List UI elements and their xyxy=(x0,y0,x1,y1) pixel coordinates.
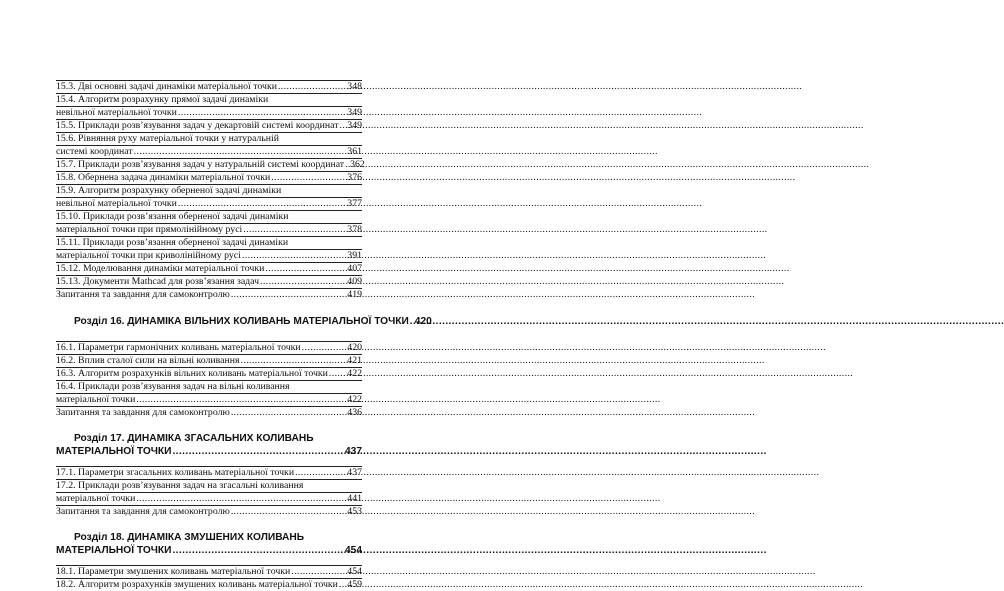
table-of-contents xyxy=(56,80,432,591)
toc-entry-continuation[interactable] xyxy=(56,197,362,210)
toc-entry-title: Запитання та завдання для самоконтролю xyxy=(56,506,230,517)
toc-entry-title: 15.4. Алгоритм розрахунку прямої задачі динаміки xyxy=(56,94,269,105)
toc-entry-title: 15.3. Дві основні задачі динаміки матеріальної точки xyxy=(56,81,277,92)
toc-entry[interactable] xyxy=(56,275,362,288)
toc-section-heading[interactable] xyxy=(56,314,432,328)
toc-entry-title-cont: матеріальної точки при прямолінійному русі xyxy=(56,224,243,235)
toc-dot-leader xyxy=(136,394,346,406)
toc-page-number: 459 xyxy=(347,579,362,590)
toc-dot-leader xyxy=(178,198,346,210)
spacer xyxy=(56,557,362,565)
toc-page-number: 454 xyxy=(345,545,362,556)
spacer xyxy=(56,518,362,531)
toc-entry[interactable] xyxy=(56,354,362,367)
toc-entry[interactable] xyxy=(56,406,362,419)
toc-entry-title: 16.2. Вплив сталої сили на вільні коливання xyxy=(56,355,240,366)
toc-entry-continuation[interactable] xyxy=(56,393,362,406)
toc-entry[interactable] xyxy=(56,341,362,354)
section-title: Розділ 18. ДИНАМІКА ЗМУШЕНИХ КОЛИВАНЬ xyxy=(74,532,305,543)
toc-entry[interactable] xyxy=(56,184,362,197)
section-title-cont: МАТЕРІАЛЬНОЇ ТОЧКИ xyxy=(56,446,172,457)
toc-entry[interactable] xyxy=(56,367,362,380)
toc-page-number: 422 xyxy=(347,394,362,405)
toc-dot-leader xyxy=(243,224,346,236)
spacer xyxy=(56,458,362,466)
toc-entry[interactable] xyxy=(56,132,362,145)
toc-dot-leader xyxy=(231,506,346,518)
toc-entry-title: 15.11. Приклади розв’язання оберненої задачі динаміки xyxy=(56,237,289,248)
toc-entry-continuation[interactable] xyxy=(56,492,362,505)
toc-section-heading[interactable] xyxy=(56,432,362,458)
toc-page-number: 437 xyxy=(345,446,362,457)
toc-page-number: 349 xyxy=(347,120,362,131)
toc-page-number: 409 xyxy=(347,276,362,287)
toc-entry[interactable] xyxy=(56,505,362,518)
toc-entry-title: Запитання та завдання для самоконтролю xyxy=(56,407,230,418)
toc-entry[interactable] xyxy=(56,210,362,223)
toc-entry-continuation[interactable] xyxy=(56,223,362,236)
toc-entry[interactable] xyxy=(56,93,362,106)
toc-entry-title: 18.2. Алгоритм розрахунків змушених коливань матеріальної точки xyxy=(56,579,338,590)
toc-entry-title: 18.1. Параметри змушених коливань матеріальної точки xyxy=(56,566,291,577)
toc-page-number: 349 xyxy=(347,107,362,118)
toc-dot-leader xyxy=(172,544,344,557)
toc-dot-leader xyxy=(265,263,346,275)
toc-dot-leader xyxy=(231,407,346,419)
toc-page-number: 422 xyxy=(347,368,362,379)
toc-entry-title: 16.4. Приклади розв’язування задач на вільні коливання xyxy=(56,381,290,392)
section-title: Розділ 17. ДИНАМІКА ЗГАСАЛЬНИХ КОЛИВАНЬ xyxy=(74,433,314,444)
toc-dot-leader xyxy=(295,467,346,479)
toc-page-number: 376 xyxy=(347,172,362,183)
toc-page-number: 437 xyxy=(347,467,362,478)
toc-dot-leader xyxy=(241,355,347,367)
toc-entry[interactable] xyxy=(56,380,362,393)
section-title: Розділ 16. ДИНАМІКА ВІЛЬНИХ КОЛИВАНЬ МАТЕРІАЛЬНОЇ ТОЧКИ xyxy=(74,316,409,327)
toc-entry[interactable] xyxy=(56,578,362,591)
toc-page-number: 453 xyxy=(347,506,362,517)
toc-entry[interactable] xyxy=(56,288,362,301)
toc-section-heading[interactable] xyxy=(56,531,362,557)
toc-entry-title: 16.3. Алгоритм розрахунків вільних коливань матеріальної точки xyxy=(56,368,328,379)
toc-dot-leader xyxy=(340,120,347,132)
toc-page xyxy=(0,0,432,590)
toc-entry[interactable] xyxy=(56,479,362,492)
toc-entry-continuation[interactable] xyxy=(56,249,362,262)
toc-entry-title-cont: невільної матеріальної точки xyxy=(56,107,177,118)
toc-entry-title-cont: матеріальної точки при криволінійному русі xyxy=(56,250,241,261)
toc-entry-title: 15.12. Моделювання динаміки матеріальної точки xyxy=(56,263,265,274)
toc-dot-leader xyxy=(260,276,346,288)
toc-dot-leader xyxy=(410,315,414,328)
toc-entry-title: 17.1. Параметри згасальних коливань матеріальної точки xyxy=(56,467,295,478)
toc-entry-title-cont: матеріальної точки xyxy=(56,394,136,405)
toc-dot-leader xyxy=(271,172,346,184)
toc-entry[interactable] xyxy=(56,466,362,479)
toc-entry-title-cont: системі координат xyxy=(56,146,133,157)
toc-dot-leader xyxy=(278,81,346,93)
section-title-line2 xyxy=(56,544,362,557)
toc-dot-leader xyxy=(302,342,347,354)
toc-entry-title: 16.1. Параметри гармонічних коливань матеріальної точки xyxy=(56,342,301,353)
toc-entry-continuation[interactable] xyxy=(56,145,362,158)
toc-page-number: 378 xyxy=(347,224,362,235)
section-title-line2 xyxy=(56,445,362,458)
toc-dot-leader xyxy=(172,445,344,458)
toc-page-number: 361 xyxy=(347,146,362,157)
toc-entry[interactable] xyxy=(56,119,362,132)
toc-page-number: 377 xyxy=(347,198,362,209)
toc-page-number: 391 xyxy=(347,250,362,261)
toc-entry-title-cont: матеріальної точки xyxy=(56,493,136,504)
toc-dot-leader xyxy=(242,250,346,262)
toc-page-number: 441 xyxy=(347,493,362,504)
toc-dot-leader xyxy=(134,146,347,158)
toc-page-number: 362 xyxy=(350,159,365,170)
toc-entry-title: 15.9. Алгоритм розрахунку оберненої задачі динаміки xyxy=(56,185,282,196)
toc-entry[interactable] xyxy=(56,236,362,249)
toc-entry[interactable] xyxy=(56,80,362,93)
toc-entry-title: 15.13. Документи Mathcad для розв’язання задач xyxy=(56,276,260,287)
toc-dot-leader xyxy=(136,493,346,505)
toc-entry[interactable] xyxy=(56,262,362,275)
toc-page-number: 454 xyxy=(347,566,362,577)
toc-page-number: 436 xyxy=(347,407,362,418)
toc-dot-leader xyxy=(345,159,349,171)
toc-entry-title: 17.2. Приклади розв’язування задач на згасальні коливання xyxy=(56,480,304,491)
toc-entry[interactable] xyxy=(56,565,362,578)
section-title-cont: МАТЕРІАЛЬНОЇ ТОЧКИ xyxy=(56,545,172,556)
toc-page-number: 407 xyxy=(347,263,362,274)
toc-page-number: 420 xyxy=(347,342,362,353)
spacer xyxy=(56,301,362,314)
toc-dot-leader xyxy=(339,579,346,591)
toc-entry-title: 15.8. Обернена задача динаміки матеріальної точки xyxy=(56,172,271,183)
spacer xyxy=(56,328,362,341)
toc-entry[interactable] xyxy=(56,158,365,171)
toc-page-number: 348 xyxy=(347,81,362,92)
toc-entry-title: 15.7. Приклади розв’язування задач у натуральній системі координат xyxy=(56,159,345,170)
toc-entry-title: 15.6. Рівняння руху матеріальної точки у натуральній xyxy=(56,133,279,144)
toc-page-number: 421 xyxy=(347,355,362,366)
toc-dot-leader xyxy=(291,566,346,578)
toc-dot-leader xyxy=(329,368,346,380)
toc-entry-title-cont: невільної матеріальної точки xyxy=(56,198,177,209)
toc-entry-title: 15.5. Приклади розв’язування задач у декартовій системі координат xyxy=(56,120,339,131)
spacer xyxy=(56,419,362,432)
toc-entry-continuation[interactable] xyxy=(56,106,362,119)
toc-entry-title: 15.10. Приклади розв’язання оберненої задачі динаміки xyxy=(56,211,289,222)
toc-entry-title: Запитання та завдання для самоконтролю xyxy=(56,289,230,300)
toc-page-number: 420 xyxy=(414,316,432,327)
toc-entry[interactable] xyxy=(56,171,362,184)
toc-page-number: 419 xyxy=(347,289,362,300)
toc-dot-leader xyxy=(178,107,346,119)
toc-dot-leader xyxy=(231,289,346,301)
